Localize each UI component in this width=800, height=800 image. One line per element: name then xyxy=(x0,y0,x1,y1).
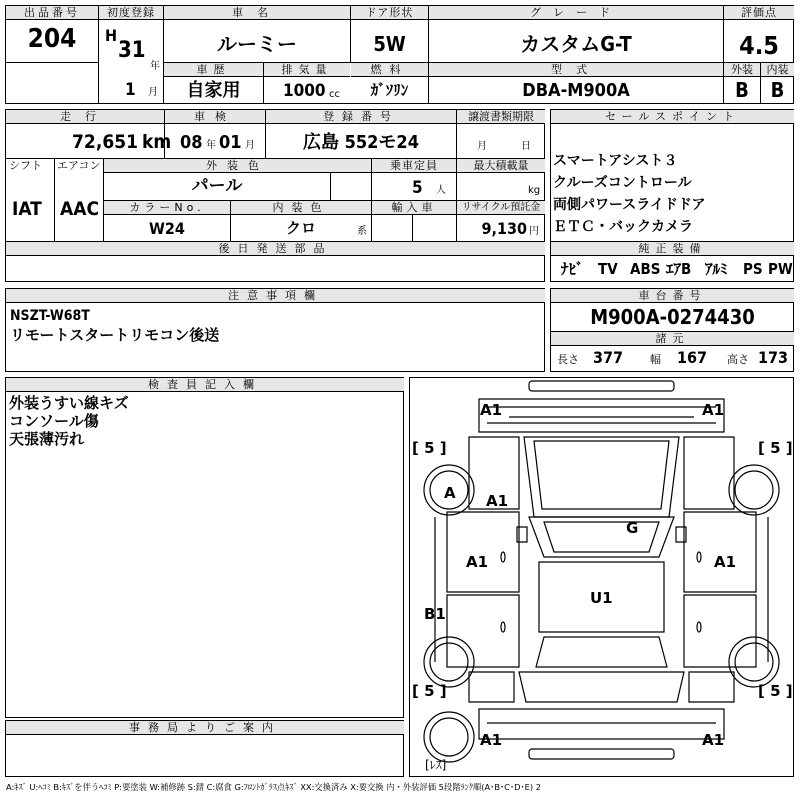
int-value: B xyxy=(770,78,785,102)
damage-code-roof: U1 xyxy=(590,589,613,607)
capacity-value: 5 xyxy=(412,178,423,198)
length-value: 377 xyxy=(593,348,624,367)
plate-label: 登録番号 xyxy=(266,110,456,124)
inspection-label: 車検 xyxy=(165,110,265,124)
notes-line-1: NSZT-W68T xyxy=(10,308,90,324)
load-label: 最大積載量 xyxy=(457,159,545,173)
lot-label: 出品番号 xyxy=(6,6,98,20)
damage-code-rear-left: A1 xyxy=(480,731,503,749)
height-label: 高さ xyxy=(727,353,749,366)
transfer-label: 譲渡書類期限 xyxy=(457,110,545,124)
score-value: 4.5 xyxy=(739,31,779,60)
capacity-label: 乗車定員 xyxy=(372,159,456,173)
year-value: 31 xyxy=(118,38,146,63)
color-no-value: W24 xyxy=(149,219,185,238)
equipment-abs: ABS xyxy=(630,260,661,278)
int-color-label: 内装色 xyxy=(231,201,371,215)
ac-label: エアコン xyxy=(55,159,103,172)
chassis-value: M900A-0274430 xyxy=(590,305,755,329)
inspector-line-3: 天張薄汚れ xyxy=(9,430,85,448)
damage-code-right-door: A1 xyxy=(714,553,737,571)
grade-value: カスタムG-T xyxy=(520,32,632,56)
shift-label: シフト xyxy=(6,159,54,172)
notes-line-2: リモートスタートリモコン後送 xyxy=(10,326,220,344)
month-unit: 月 xyxy=(148,87,158,98)
int-color-unit: 系 xyxy=(357,226,367,237)
damage-code-rear: B1 xyxy=(424,605,446,623)
inspection-year-unit: 年 xyxy=(206,140,216,151)
damage-code-front-left: A1 xyxy=(480,401,503,419)
equipment-airbag: ｴｱB xyxy=(666,260,692,278)
tire-rear-left: [ 5 ] xyxy=(412,682,447,700)
inspection-month: 01 xyxy=(219,132,242,153)
inspection-month-unit: 月 xyxy=(245,140,255,151)
displacement-unit: cc xyxy=(329,89,340,100)
recycle-value: 9,130 xyxy=(481,219,527,238)
displacement-label: 排気量 xyxy=(264,63,350,77)
displacement-value: 1000 xyxy=(283,81,326,101)
recycle-unit: 円 xyxy=(529,226,539,237)
sales-label: セールスポイント xyxy=(551,110,794,124)
damage-code-front-right: A1 xyxy=(702,401,725,419)
width-label: 幅 xyxy=(650,353,661,366)
ext-color-value: パール xyxy=(191,176,243,196)
sales-point-3: 両側パワースライドドア xyxy=(553,197,706,213)
ext-color-label: 外装色 xyxy=(104,159,371,173)
tire-front-right: [ 5 ] xyxy=(758,439,793,457)
first-reg-label: 初度登録 xyxy=(99,6,163,20)
import-label: 輸入車 xyxy=(372,201,456,215)
ac-value: AAC xyxy=(60,198,100,220)
chassis-label: 車台番号 xyxy=(551,289,794,303)
model-value: DBA-M900A xyxy=(522,80,630,101)
load-unit: kg xyxy=(528,185,541,196)
history-value: 自家用 xyxy=(186,80,241,101)
capacity-unit: 人 xyxy=(436,185,446,196)
sales-point-1: スマートアシスト３ xyxy=(553,153,678,169)
grade-label: グレード xyxy=(429,6,723,20)
mileage-label: 走行 xyxy=(6,110,164,124)
mileage-unit: km xyxy=(142,131,172,153)
inspector-line-2: コンソール傷 xyxy=(9,412,99,430)
car-name-label: 車名 xyxy=(164,6,350,20)
month-value: 1 xyxy=(125,80,136,100)
equipment-alloy: ｱﾙﾐ xyxy=(705,260,728,278)
spare-tire-label: [ﾚｽ] xyxy=(425,758,447,772)
legend: A:ｷｽﾞ U:ﾍｺﾐ B:ｷｽﾞを伴うﾍｺﾐ P:要塗装 W:補修跡 S:錆 C:腐食 G:ﾌﾛﾝﾄｶﾞﾗｽ点ｷｽﾞ XX:交換済み X:要交換 内・外装評価 5段階ﾗﾝｸ順(A･B･C･D･E) 2 xyxy=(6,782,542,792)
equipment-tv: TV xyxy=(598,260,618,278)
fuel-label: 燃料 xyxy=(351,63,428,77)
specs-label: 諸元 xyxy=(551,332,794,346)
tire-front-left: [ 5 ] xyxy=(412,439,447,457)
inspector-label: 検査員記入欄 xyxy=(6,378,404,392)
year-unit: 年 xyxy=(150,61,160,72)
equipment-label: 純正装備 xyxy=(551,242,794,256)
sales-points-section xyxy=(550,109,794,282)
shift-value: IAT xyxy=(12,198,42,220)
mileage-value: 72,651 xyxy=(72,131,138,153)
plate-value: 広島 552モ24 xyxy=(303,132,419,153)
damage-code-fender: A1 xyxy=(486,492,509,510)
transfer-day: 日 xyxy=(521,141,531,152)
length-label: 長さ xyxy=(557,353,579,366)
equipment-pw: PW xyxy=(768,260,793,278)
car-name: ルーミー xyxy=(217,32,297,56)
door-label: ドア形状 xyxy=(351,6,428,20)
door-value: 5W xyxy=(373,32,406,56)
width-value: 167 xyxy=(677,348,708,367)
lot-value: 204 xyxy=(27,24,77,54)
int-color-value: クロ xyxy=(285,219,316,237)
int-label: 内装 xyxy=(761,63,794,77)
transfer-month: 月 xyxy=(477,141,487,152)
sales-point-2: クルーズコントロール xyxy=(553,175,692,191)
inspection-year: 08 xyxy=(180,132,203,153)
height-value: 173 xyxy=(758,348,789,367)
notes-label: 注意事項欄 xyxy=(6,289,545,303)
office-label: 事務局よりご案内 xyxy=(6,721,404,735)
ext-label: 外装 xyxy=(724,63,760,77)
later-parts-label: 後日発送部品 xyxy=(6,242,545,256)
damage-code-rear-right: A1 xyxy=(702,731,725,749)
damage-code-left-door: A1 xyxy=(466,553,489,571)
model-label: 型式 xyxy=(429,63,723,77)
recycle-label: リサイクル預託金 xyxy=(457,201,545,215)
sales-point-4: ＥＴＣ・バックカメラ xyxy=(553,219,693,235)
damage-code-wheel: A xyxy=(444,484,456,502)
era-value: H xyxy=(105,26,118,45)
color-no-label: カラーNo. xyxy=(104,201,230,215)
score-label: 評価点 xyxy=(724,6,794,20)
tire-rear-right: [ 5 ] xyxy=(758,682,793,700)
damage-code-glass: G xyxy=(626,519,639,537)
car-diagram-outline xyxy=(409,377,794,777)
history-label: 車歴 xyxy=(164,63,263,77)
fuel-value: ｶﾞｿﾘﾝ xyxy=(370,81,409,99)
inspector-line-1: 外装うすい線キズ xyxy=(9,394,129,412)
equipment-ps: PS xyxy=(743,260,763,278)
equipment-navi: ﾅﾋﾞ xyxy=(561,260,584,278)
ext-value: B xyxy=(735,78,749,102)
